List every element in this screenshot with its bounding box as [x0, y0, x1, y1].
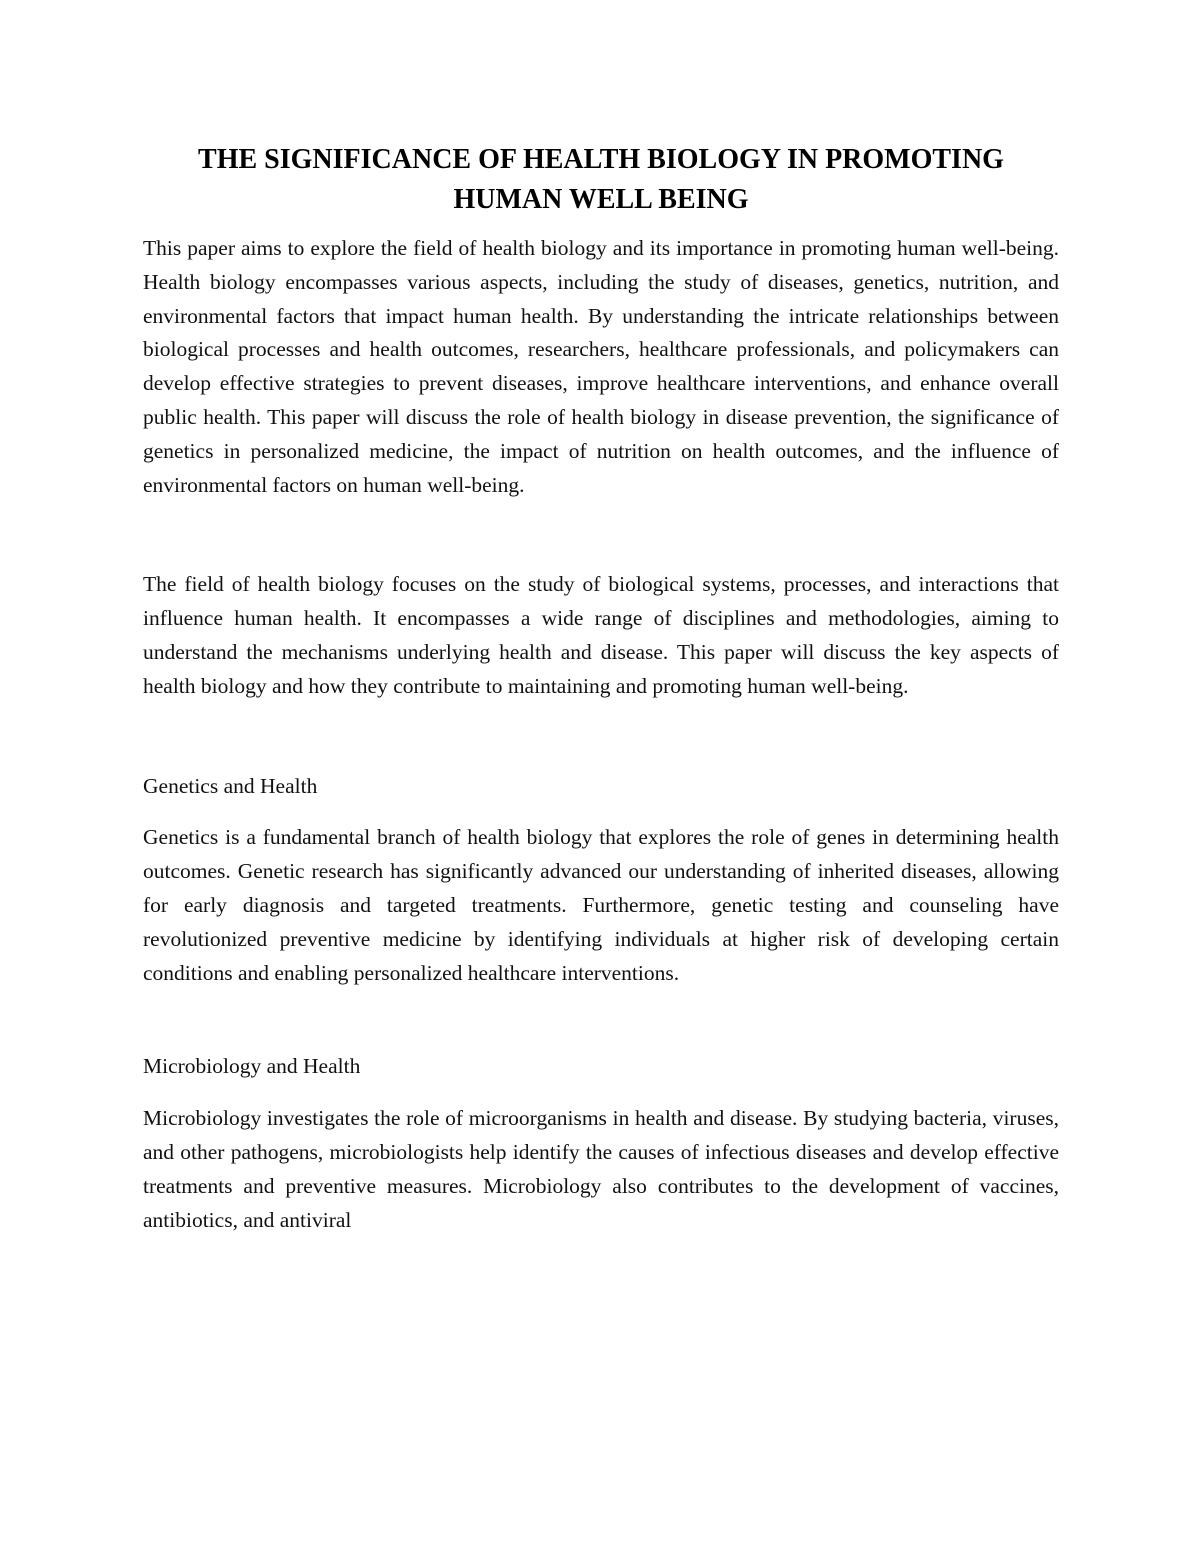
document-title: THE SIGNIFICANCE OF HEALTH BIOLOGY IN PROMOTING HUMAN WELL BEING [198, 144, 1004, 215]
microbiology-paragraph: Microbiology investigates the role of microorganisms in health and disease. By studying bacteria, viruses, and other pathogens, microbiologists help identify the causes of infectious diseases and develop effective treatments and preventive measures. Microbiology also contributes to the development of vaccines, antibiotics, and antiviral [143, 1106, 1059, 1232]
document-page [143, 140, 1059, 1237]
spacer [143, 990, 1059, 1050]
genetics-heading: Genetics and Health [143, 773, 318, 798]
spacer [143, 502, 1059, 568]
intro-paragraph: This paper aims to explore the field of health biology and its importance in promoting human well-being. Health biology encompasses various aspects, including the study of diseases, genetics, nutrition, and environmental factors that impact human health. By understanding the intricate relationships between biological processes and health outcomes, researchers, healthcare professionals, and policymakers can develop effective strategies to prevent diseases, improve healthcare interventions, and enhance overall public health. This paper will discuss the role of health biology in disease prevention, the significance of genetics in personalized medicine, the impact of nutrition on health outcomes, and the influence of environmental factors on human well-being. [143, 236, 1059, 497]
microbiology-heading: Microbiology and Health [143, 1054, 361, 1079]
genetics-paragraph: Genetics is a fundamental branch of health biology that explores the role of genes in determining health outcomes. Genetic research has significantly advanced our understanding of inherited diseases, allowing for early diagnosis and targeted treatments. Furthermore, genetic testing and counseling have revolutionized preventive medicine by identifying individuals at higher risk of developing certain conditions and enabling personalized healthcare interventions. [143, 825, 1059, 985]
field-paragraph: The field of health biology focuses on the study of biological systems, processes, and interactions that influence human health. It encompasses a wide range of disciplines and methodologies, aiming to understand the mechanisms underlying health and disease. This paper will discuss the key aspects of health biology and how they contribute to maintaining and promoting human well-being. [143, 572, 1059, 698]
spacer [143, 704, 1059, 770]
